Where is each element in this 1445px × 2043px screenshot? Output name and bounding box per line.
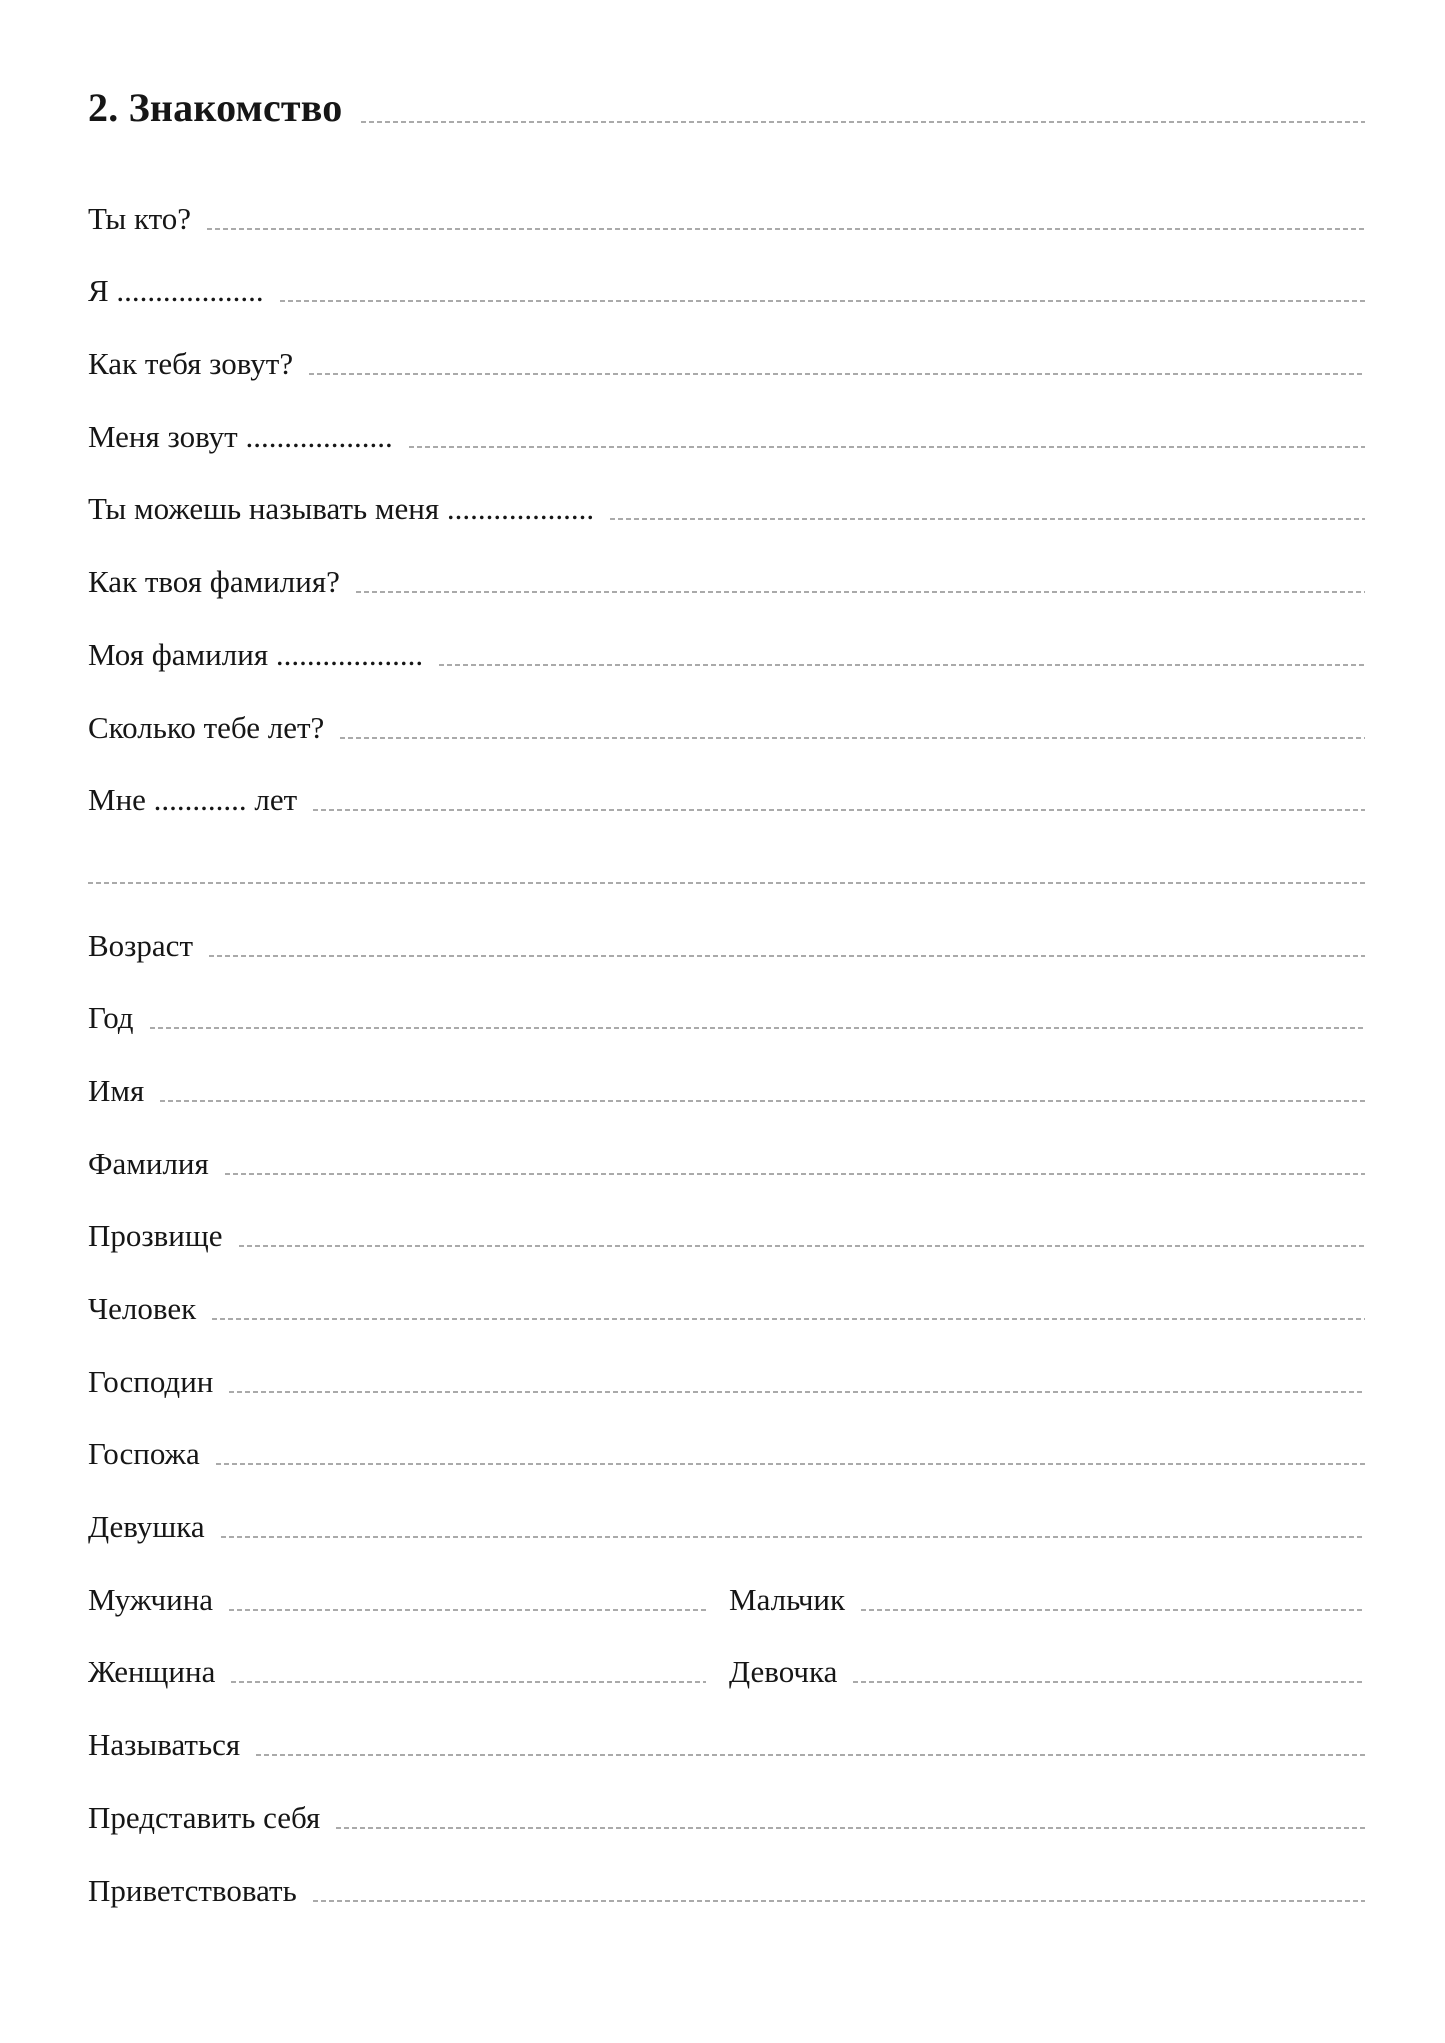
worksheet-row: [88, 746, 1365, 819]
term-label: Год: [88, 1000, 134, 1036]
term-label: Приветствовать: [88, 1872, 297, 1908]
dotted-writing-line: [439, 664, 1365, 666]
term-label: Мальчик: [729, 1581, 846, 1617]
dotted-writing-line: [853, 1681, 1365, 1683]
dotted-writing-line: [209, 955, 1365, 957]
worksheet-row: [88, 891, 1365, 964]
term-label: Мужчина: [88, 1581, 214, 1617]
term-label: Человек: [88, 1291, 197, 1326]
worksheet-row: [88, 455, 1365, 528]
dotted-writing-line: [313, 809, 1365, 811]
worksheet-row: [88, 1472, 1365, 1545]
worksheet-row: [88, 309, 1365, 382]
worksheet-row: [88, 1182, 1365, 1255]
dotted-writing-line: [336, 1827, 1365, 1829]
worksheet-row: [88, 382, 1365, 455]
dotted-writing-line: [340, 737, 1365, 739]
dotted-writing-line: [280, 300, 1365, 302]
worksheet-row: [88, 237, 1365, 310]
worksheet-row: [88, 600, 1365, 673]
dotted-writing-line: [221, 1536, 1365, 1538]
section-title: 2. Знакомство: [88, 85, 343, 130]
term-label: Ты кто?: [88, 200, 192, 236]
worksheet-row: [88, 818, 1365, 891]
term-label: Девушка: [88, 1509, 205, 1545]
row-left-column: [88, 1618, 706, 1691]
dotted-writing-line: [309, 373, 1365, 375]
term-label: Девочка: [729, 1654, 838, 1690]
term-label: Моя фамилия ...................: [88, 636, 424, 672]
worksheet-row: [88, 1618, 1365, 1691]
term-label: Ты можешь называть меня ...................: [88, 491, 595, 527]
term-label: Меня зовут ...................: [88, 418, 393, 454]
dotted-writing-line: [610, 518, 1365, 520]
term-label: Возраст: [88, 927, 193, 963]
worksheet-row: [88, 1690, 1365, 1763]
term-label: Как тебя зовут?: [88, 346, 294, 382]
dotted-writing-line: [256, 1754, 1365, 1756]
dotted-writing-line: [313, 1900, 1365, 1902]
worksheet-row: [88, 1109, 1365, 1182]
worksheet-row: [88, 1036, 1365, 1109]
dotted-writing-line: [409, 446, 1365, 448]
dotted-writing-line: [212, 1318, 1365, 1320]
worksheet-row: [88, 1254, 1365, 1327]
term-label: Господин: [88, 1363, 214, 1399]
row-right-column: [729, 1618, 1365, 1691]
worksheet-row: [88, 1763, 1365, 1836]
term-label: Имя: [88, 1072, 145, 1108]
term-label: Фамилия: [88, 1145, 209, 1181]
worksheet-row: [88, 673, 1365, 746]
dotted-writing-line: [356, 591, 1365, 593]
term-label: Женщина: [88, 1654, 216, 1690]
section-title-row: [88, 84, 1365, 131]
dotted-writing-line: [88, 882, 1365, 884]
term-label: Госпожа: [88, 1436, 200, 1472]
term-label: Называться: [88, 1727, 241, 1763]
worksheet-row: [88, 1545, 1365, 1618]
dotted-writing-line: [207, 228, 1365, 230]
dotted-writing-line: [231, 1681, 706, 1683]
worksheet-row: [88, 964, 1365, 1037]
term-label: Мне ............ лет: [88, 782, 298, 818]
worksheet-rows: [88, 164, 1365, 1909]
term-label: Я ...................: [88, 273, 264, 309]
worksheet-row: [88, 164, 1365, 237]
title-dotted-line: [361, 121, 1366, 123]
term-label: Сколько тебе лет?: [88, 709, 325, 745]
worksheet-row: [88, 1836, 1365, 1909]
row-left-column: [88, 1545, 706, 1618]
dotted-writing-line: [229, 1391, 1365, 1393]
term-label: Прозвище: [88, 1218, 223, 1254]
dotted-writing-line: [861, 1609, 1365, 1611]
term-label: Как твоя фамилия?: [88, 564, 340, 600]
worksheet-row: [88, 527, 1365, 600]
dotted-writing-line: [239, 1245, 1366, 1247]
row-right-column: [729, 1545, 1365, 1618]
dotted-writing-line: [225, 1173, 1365, 1175]
worksheet-row: [88, 1327, 1365, 1400]
worksheet-row: [88, 1400, 1365, 1473]
dotted-writing-line: [160, 1100, 1365, 1102]
term-label: Представить себя: [88, 1799, 321, 1835]
dotted-writing-line: [229, 1609, 706, 1611]
dotted-writing-line: [150, 1027, 1365, 1029]
dotted-writing-line: [216, 1463, 1365, 1465]
